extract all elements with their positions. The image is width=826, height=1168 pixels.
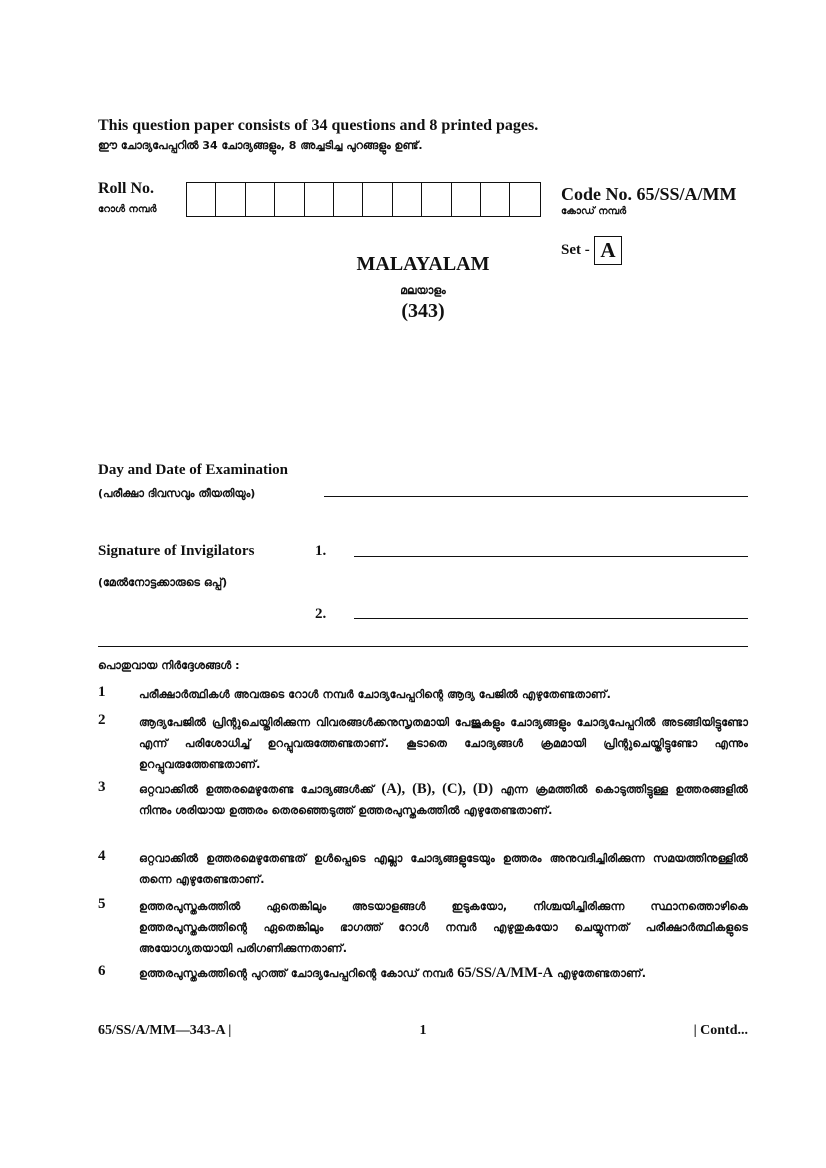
question-paper-code: 65/SS/A/MM-A — [457, 965, 554, 981]
instruction-text: ഉത്തരപുസ്തകത്തിന്റെ പുറത്ത് ചോദ്യപേപ്പറിന്റെ കോഡ് നമ്പർ 65/SS/A/MM-A എഴുതേണ്ടതാണ്. — [139, 965, 646, 981]
signature-line-1[interactable] — [354, 556, 748, 557]
code-number: Code No. 65/SS/A/MM — [561, 184, 737, 204]
subject-code: (343) — [401, 300, 445, 322]
roll-number-boxes[interactable] — [186, 182, 541, 217]
instruction-text: പരീക്ഷാർത്ഥികൾ അവരുടെ റോൾ നമ്പർ ചോദ്യപേപ്പറിന്റെ ആദ്യ പേജിൽ എഴുതേണ്ടതാണ്. — [139, 688, 611, 701]
roll-no-label-malayalam: റോൾ നമ്പർ — [98, 204, 157, 215]
instruction-number: 6 — [98, 963, 106, 979]
roll-box[interactable] — [275, 183, 304, 216]
signature-slot-1-number: 1. — [315, 543, 327, 559]
subject-title-malayalam: മലയാളം — [400, 284, 446, 297]
instruction-number: 1 — [98, 684, 106, 700]
roll-no-label: Roll No. — [98, 180, 154, 197]
invigilators-label-malayalam: (മേൽനോട്ടക്കാരുടെ ഒപ്പ്) — [98, 576, 228, 589]
section-divider — [98, 646, 748, 647]
signature-slot-2-number: 2. — [315, 606, 327, 622]
invigilators-label: Signature of Invigilators — [98, 543, 255, 559]
instruction-number: 3 — [98, 779, 106, 795]
roll-box[interactable] — [393, 183, 422, 216]
footer-code: 65/SS/A/MM—343-A | — [98, 1023, 232, 1038]
roll-box[interactable] — [481, 183, 510, 216]
roll-box[interactable] — [334, 183, 363, 216]
roll-box[interactable] — [363, 183, 392, 216]
continued-label: | Contd... — [693, 1023, 748, 1038]
instruction-text: ഒറ്റവാക്കിൽ ഉത്തരമെഴുതേണ്ട ചോദ്യങ്ങൾക്ക് (A), (B), (C), (D) എന്ന ക്രമത്തിൽ കൊടുത്തിട്ടുള്ള ഉത്തരങ്ങളിൽ നിന്നും ശരിയായ ഉത്തരം തെരഞ്ഞെടുത്ത് ഉത്തരപുസ്തകത്തിൽ എഴുതേണ്ടതാണ്. — [139, 781, 748, 817]
instruction-number: 4 — [98, 848, 106, 864]
roll-box[interactable] — [422, 183, 451, 216]
roll-box[interactable] — [187, 183, 216, 216]
instruction-text: ഉത്തരപുസ്തകത്തിൽ ഏതെങ്കിലും അടയാളങ്ങൾ ഇടുകയോ, നിശ്ചയിച്ചിരിക്കുന്ന സ്ഥാനത്തൊഴികെ ഉത്തരപുസ്തകത്തിന്റെ ഏതെങ്കിലും ഭാഗത്ത് റോൾ നമ്പർ എഴുതുകയോ ചെയ്യുന്നത് പരീക്ഷാർത്ഥികളുടെ അയോഗ്യതയായി പരിഗണിക്കുന്നതാണ്. — [139, 900, 748, 955]
subject-title: MALAYALAM — [356, 253, 490, 275]
roll-box[interactable] — [510, 183, 539, 216]
roll-box[interactable] — [216, 183, 245, 216]
set-value-box: A — [594, 236, 622, 265]
code-number-malayalam: കോഡ് നമ്പർ — [561, 206, 627, 217]
instructions-heading: പൊതുവായ നിർദ്ദേശങ്ങൾ : — [98, 659, 240, 672]
exam-date-label: Day and Date of Examination — [98, 462, 289, 478]
exam-date-label-malayalam: (പരീക്ഷാ ദിവസവും തീയതിയും) — [98, 487, 256, 500]
exam-date-line[interactable] — [324, 496, 748, 497]
instruction-text: ആദ്യപേജിൽ പ്രിന്റുചെയ്തിരിക്കുന്ന വിവരങ്ങൾക്കനുസൃതമായി പേജുകളും ചോദ്യങ്ങളും ചോദ്യപേപ്പറിൽ അടങ്ങിയിട്ടുണ്ടോ എന്ന് പരിശോധിച്ച് ഉറപ്പുവരുത്തേണ്ടതാണ്. കൂടാതെ ചോദ്യങ്ങൾ ക്രമമായി പ്രിന്റുചെയ്തിട്ടുണ്ടോ എന്നും ഉറപ്പുവരുത്തേണ്ടതാണ്. — [139, 716, 748, 771]
signature-line-2[interactable] — [354, 618, 748, 619]
roll-box[interactable] — [246, 183, 275, 216]
page-number: 1 — [419, 1023, 427, 1038]
answer-options: (A), (B), (C), (D) — [381, 781, 494, 797]
roll-box[interactable] — [305, 183, 334, 216]
instruction-number: 2 — [98, 712, 106, 728]
roll-box[interactable] — [452, 183, 481, 216]
instruction-text: ഒറ്റവാക്കിൽ ഉത്തരമെഴുതേണ്ടത് ഉൾപ്പെടെ എല്ലാ ചോദ്യങ്ങളുടേയും ഉത്തരം അനുവദിച്ചിരിക്കുന്ന സമയത്തിനുള്ളിൽ തന്നെ എഴുതേണ്ടതാണ്. — [139, 852, 748, 886]
instruction-number: 5 — [98, 896, 106, 912]
paper-info: This question paper consists of 34 questions and 8 printed pages. — [98, 117, 539, 134]
paper-info-malayalam: ഈ ചോദ്യപേപ്പറിൽ 34 ചോദ്യങ്ങളും, 8 അച്ചടിച്ച പുറങ്ങളും ഉണ്ട്. — [98, 139, 423, 152]
set-label: Set - — [561, 242, 590, 258]
